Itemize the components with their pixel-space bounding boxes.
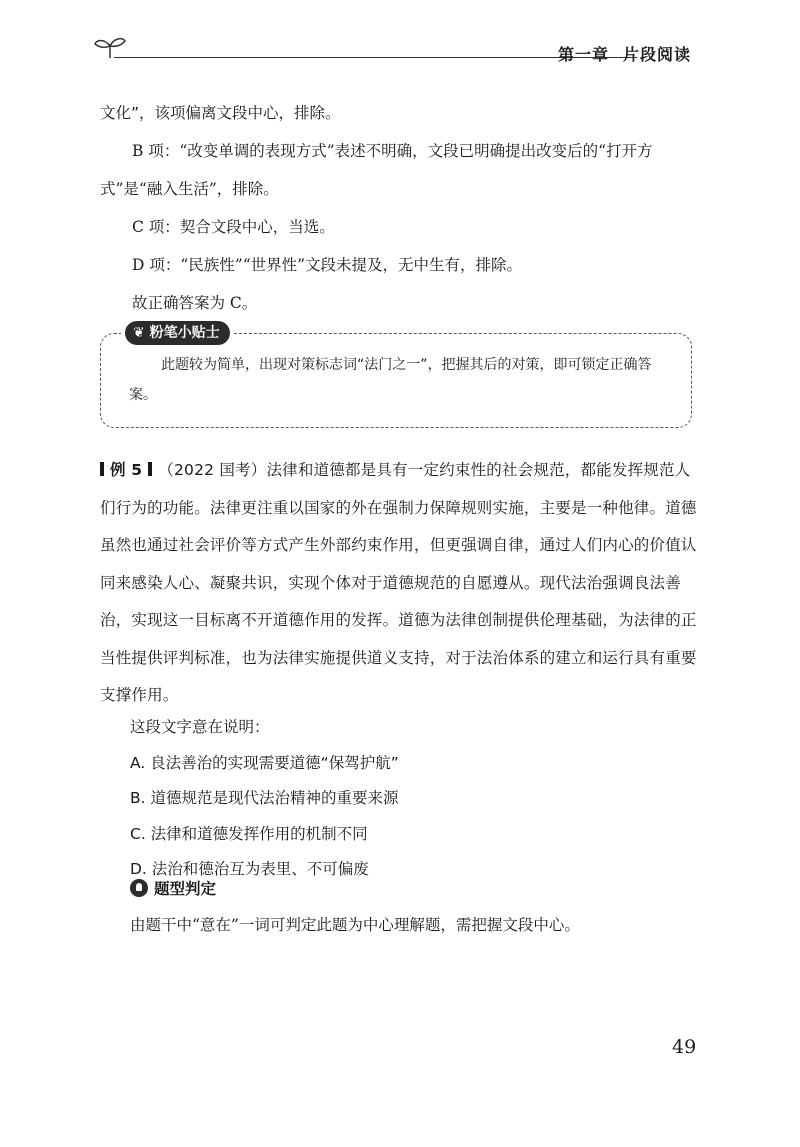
tip-text: 此题较为简单，出现对策标志词“法门之一”，把握其后的对策，即可锁定正确答案。 [129, 357, 652, 403]
option-b: B. 道德规范是现代法治精神的重要来源 [130, 789, 399, 807]
tip-box [100, 325, 692, 428]
chapter-title [558, 42, 691, 65]
example-bar-right [148, 462, 152, 476]
analysis-conclusion: 故正确答案为 C。 [132, 294, 258, 312]
example-source: （2022 国考） [158, 461, 267, 479]
tip-label [125, 321, 230, 345]
example-bar-left [100, 462, 104, 476]
tip-tag [121, 321, 234, 345]
analysis-line-a: 文化”，该项偏离文段中心，排除。 [100, 104, 341, 122]
chapter-number: 第一章 [558, 45, 610, 64]
example-text: 法律和道德都是具有一定约束性的社会规范，都能发挥规范人们行为的功能。法律更注重以国家的外在强制力保障规则实施，主要是一种他律。道德虽然也通过社会评价等方式产生外部约束作用，但更强调自律，通过人们内心的价值认同来感染人心、凝聚共识，实现个体对于道德规范的自愿遵从。现代法治强调良法善治，实现这一目标离不开道德作用的发挥。道德为法律创制提供伦理基础，为法律的正当性提供评判标准，也为法律实施提供道义支持，对于法治体系的建立和运行具有重要支撑作用。 [100, 461, 697, 704]
tip-label-text: 粉笔小贴士 [149, 325, 220, 341]
type-judgement-title-text: 题型判定 [154, 880, 217, 898]
chapter-section: 片段阅读 [623, 45, 692, 64]
option-a: A. 良法善治的实现需要道德“保驾护航” [130, 753, 399, 772]
analysis-line-c: C 项：契合文段中心，当选。 [132, 218, 335, 236]
question-stem: 这段文字意在说明： [130, 718, 270, 736]
sprout-small-icon: ❦ [133, 325, 150, 341]
question [130, 710, 690, 888]
type-judgement-text: 由题干中“意在”一词可判定此题为中心理解题，需把握文段中心。 [130, 916, 580, 934]
page-header [92, 30, 702, 70]
type-judgement-title [130, 877, 216, 901]
example-5 [100, 452, 700, 715]
lightbulb-icon [130, 879, 148, 897]
analysis-line-b: B 项：“改变单调的表现方式”表述不明确，文段已明确提出改变后的“打开方式”是“融入生活”，排除。 [100, 142, 653, 198]
option-d: D. 法治和德治互为表里、不可偏废 [130, 860, 369, 878]
example-label: 例 5 [110, 461, 143, 479]
answer-analysis [100, 94, 700, 322]
page-number: 49 [672, 1036, 697, 1058]
analysis-line-d: D 项：“民族性”“世界性”文段未提及，无中生有，排除。 [132, 256, 523, 274]
option-c: C. 法律和道德发挥作用的机制不同 [130, 824, 368, 843]
